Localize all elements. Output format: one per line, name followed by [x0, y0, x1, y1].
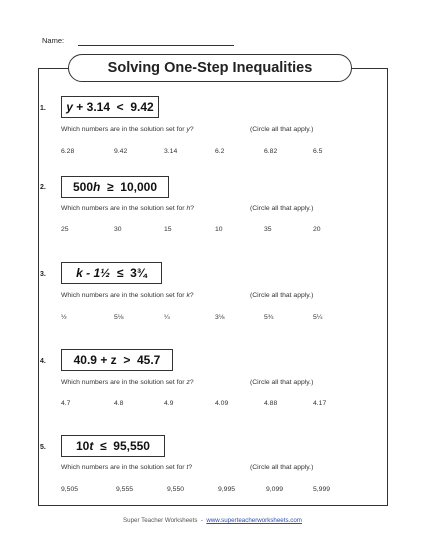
- inequality-coefficient: 10: [76, 439, 90, 453]
- footer-text: Super Teacher Worksheets -: [123, 517, 207, 524]
- inequality-text: ≤ 95,550: [93, 439, 150, 453]
- question-prefix: Which numbers are in the solution set for: [61, 292, 187, 299]
- name-label: Name:: [42, 36, 65, 45]
- answer-choice[interactable]: 9,099: [266, 486, 284, 493]
- answer-choice[interactable]: ½: [61, 314, 67, 321]
- question-text: [61, 205, 194, 212]
- answer-choice[interactable]: 5¾: [264, 314, 274, 321]
- page-footer: [0, 517, 425, 524]
- inequality-box: [61, 96, 159, 118]
- inequality-text: ≥ 10,000: [100, 180, 157, 194]
- answer-choice[interactable]: 30: [114, 226, 122, 233]
- problem-4: [0, 347, 425, 427]
- answer-choice[interactable]: 4.09: [215, 400, 229, 407]
- answer-choice[interactable]: 35: [264, 226, 272, 233]
- answer-choice[interactable]: 4.17: [313, 400, 327, 407]
- inequality-variable: t: [89, 439, 94, 453]
- answer-choice[interactable]: 6.82: [264, 148, 278, 155]
- question-variable: t: [186, 464, 189, 471]
- question-prefix: Which numbers are in the solution set for: [61, 126, 187, 133]
- question-prefix: Which numbers are in the solution set for: [61, 379, 187, 386]
- inequality-text: + 3.14 < 9.42: [72, 100, 154, 114]
- answer-choice[interactable]: 6.5: [313, 148, 323, 155]
- answer-choice[interactable]: 5¼: [313, 314, 323, 321]
- footer-link[interactable]: www.superteacherworksheets.com: [206, 517, 302, 524]
- question-text: [61, 464, 192, 471]
- problem-5: [0, 432, 425, 512]
- question-suffix: ?: [190, 205, 194, 212]
- inequality-box: [61, 176, 169, 198]
- circle-instruction: (Circle all that apply.): [250, 126, 314, 133]
- question-text: [61, 379, 194, 386]
- answer-choice[interactable]: 9,555: [116, 486, 134, 493]
- inequality-box: [61, 435, 165, 457]
- name-line: [78, 45, 234, 46]
- answer-choice[interactable]: 5⅛: [114, 314, 124, 321]
- answer-choice[interactable]: ¼: [164, 314, 170, 321]
- inequality-box: [61, 349, 173, 371]
- answer-choice[interactable]: 4.9: [164, 400, 174, 407]
- problem-number: 5.: [40, 444, 46, 451]
- inequality-variable: k - 1½: [76, 266, 111, 280]
- question-suffix: ?: [188, 464, 193, 471]
- inequality-variable: y: [66, 100, 73, 114]
- inequality-box: [61, 262, 162, 284]
- worksheet-title: Solving One-Step Inequalities: [68, 54, 352, 82]
- answer-choice[interactable]: 9,550: [167, 486, 185, 493]
- problem-number: 1.: [40, 105, 46, 112]
- inequality-text: ≤ 3¾: [110, 266, 147, 280]
- problem-2: [0, 176, 425, 256]
- question-variable: h: [186, 205, 191, 212]
- problem-number: 4.: [40, 358, 46, 365]
- question-variable: k: [186, 292, 190, 299]
- answer-choice[interactable]: 15: [164, 226, 172, 233]
- inequality-variable: h: [93, 180, 101, 194]
- answer-choice[interactable]: 4.8: [114, 400, 124, 407]
- answer-choice[interactable]: 9,995: [218, 486, 236, 493]
- problem-3: [0, 262, 425, 342]
- answer-choice[interactable]: 9.42: [114, 148, 128, 155]
- answer-choice[interactable]: 10: [215, 226, 223, 233]
- question-suffix: ?: [189, 126, 194, 133]
- circle-instruction: (Circle all that apply.): [250, 464, 314, 471]
- answer-choice[interactable]: 6.28: [61, 148, 75, 155]
- question-prefix: Which numbers are in the solution set for: [61, 464, 187, 471]
- answer-choice[interactable]: 3.14: [164, 148, 178, 155]
- inequality-coefficient: 500: [73, 180, 94, 194]
- problem-number: 3.: [40, 271, 46, 278]
- circle-instruction: (Circle all that apply.): [250, 292, 314, 299]
- question-prefix: Which numbers are in the solution set for: [61, 205, 187, 212]
- circle-instruction: (Circle all that apply.): [250, 379, 314, 386]
- inequality-text: 40.9 + z > 45.7: [73, 353, 161, 367]
- answer-choice[interactable]: 20: [313, 226, 321, 233]
- answer-choice[interactable]: 25: [61, 226, 69, 233]
- question-variable: z: [186, 379, 190, 386]
- question-variable: y: [186, 126, 190, 133]
- question-text: [61, 126, 194, 133]
- question-suffix: ?: [189, 379, 194, 386]
- circle-instruction: (Circle all that apply.): [250, 205, 314, 212]
- answer-choice[interactable]: 6.2: [215, 148, 225, 155]
- answer-choice[interactable]: 3⅛: [215, 314, 225, 321]
- problem-1: [0, 92, 425, 172]
- answer-choice[interactable]: 4.88: [264, 400, 278, 407]
- answer-choice[interactable]: 5,999: [313, 486, 331, 493]
- question-text: [61, 292, 194, 299]
- answer-choice[interactable]: 9,505: [61, 486, 79, 493]
- question-suffix: ?: [189, 292, 194, 299]
- answer-choice[interactable]: 4.7: [61, 400, 71, 407]
- problem-number: 2.: [40, 184, 46, 191]
